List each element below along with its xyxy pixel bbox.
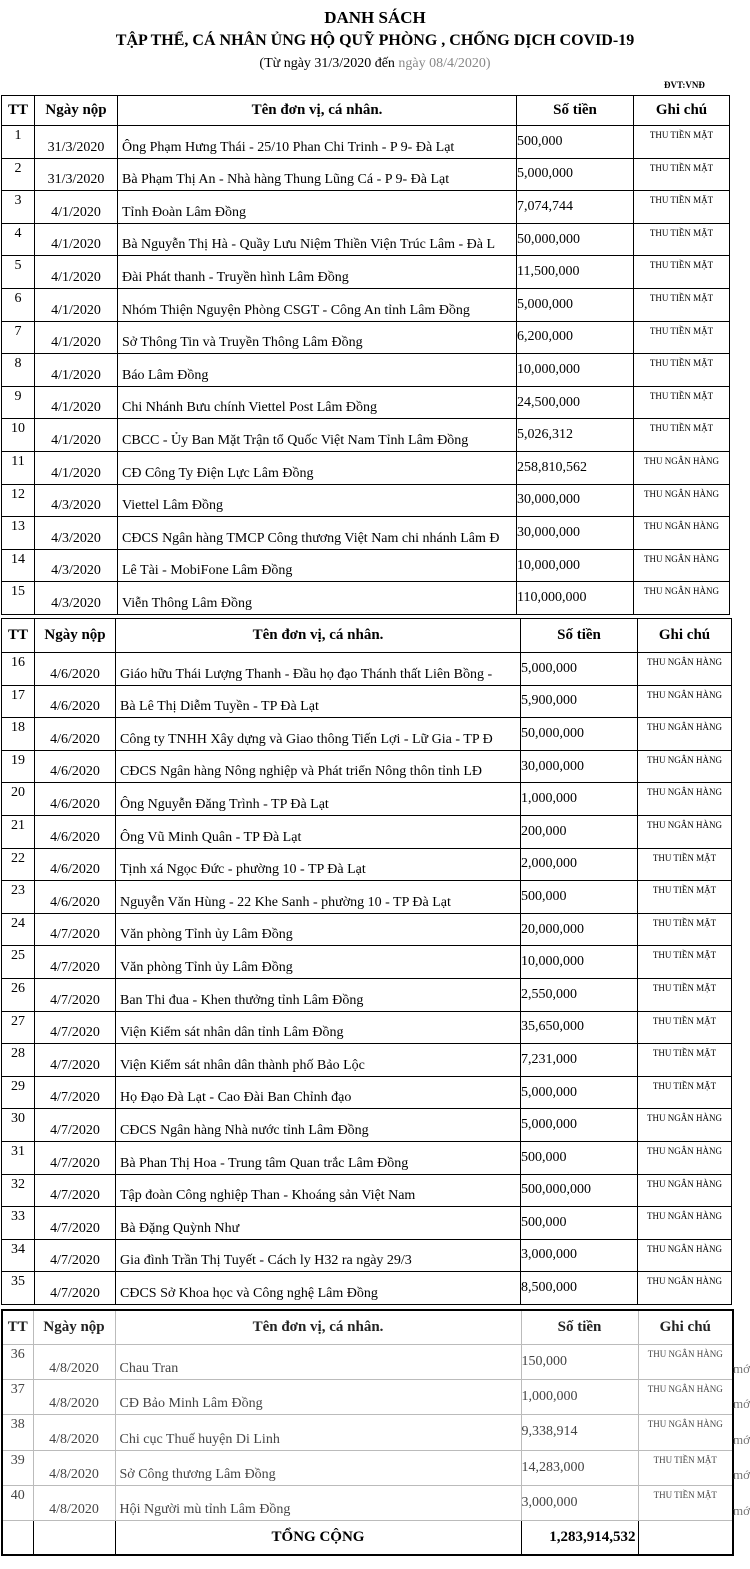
donor-name: Gia đình Trần Thị Tuyết - Cách ly H32 ra ngày 29/3	[116, 1239, 521, 1272]
donor-name: Ông Vũ Minh Quân - TP Đà Lạt	[116, 815, 521, 848]
payment-date: 4/7/2020	[35, 1109, 116, 1142]
donor-name: Viettel Lâm Đồng	[118, 484, 517, 517]
amount: 7,231,000	[521, 1044, 638, 1077]
payment-note: THU NGÂN HÀNG	[634, 549, 730, 582]
payment-date: 4/7/2020	[35, 1141, 116, 1174]
table-row	[2, 1141, 732, 1174]
amount: 500,000	[521, 1141, 638, 1174]
payment-date: 4/8/2020	[33, 1415, 115, 1450]
table-row	[2, 484, 730, 517]
table-row	[2, 848, 732, 881]
table-row	[2, 1076, 732, 1109]
row-number: 12	[2, 484, 35, 517]
amount: 20,000,000	[521, 913, 638, 946]
amount: 50,000,000	[517, 223, 634, 256]
table-row	[2, 1344, 733, 1379]
payment-date: 4/1/2020	[35, 354, 118, 387]
payment-date: 4/6/2020	[35, 685, 116, 718]
donor-name: CĐ Bảo Minh Lâm Đồng	[115, 1379, 521, 1414]
payment-note: THU NGÂN HÀNG	[634, 517, 730, 550]
col-header-date: Ngày nộp	[35, 96, 118, 126]
side-fragment: mớ	[733, 1431, 750, 1447]
donor-name: Bà Đặng Quỳnh Như	[116, 1207, 521, 1240]
payment-date: 4/1/2020	[35, 321, 118, 354]
table-row	[2, 881, 732, 914]
donor-name: Chi cục Thuế huyện Di Linh	[115, 1415, 521, 1450]
row-number: 26	[2, 978, 35, 1011]
payment-note: THU NGÂN HÀNG	[634, 484, 730, 517]
col-header-tt: TT	[2, 96, 35, 126]
payment-date: 4/8/2020	[33, 1379, 115, 1414]
row-number: 21	[2, 815, 35, 848]
row-number: 29	[2, 1076, 35, 1109]
row-number: 31	[2, 1141, 35, 1174]
row-number: 15	[2, 582, 35, 615]
payment-note: THU NGÂN HÀNG	[634, 582, 730, 615]
donor-name: Văn phòng Tỉnh ủy Lâm Đồng	[116, 913, 521, 946]
table-row	[2, 1272, 732, 1305]
payment-note: THU TIỀN MẶT	[634, 191, 730, 224]
col-header-note: Ghi chú	[638, 619, 732, 653]
row-number: 14	[2, 549, 35, 582]
donor-name: Tịnh xá Ngọc Đức - phường 10 - TP Đà Lạt	[116, 848, 521, 881]
amount: 30,000,000	[521, 750, 638, 783]
payment-note: THU TIỀN MẶT	[638, 1044, 732, 1077]
table-row	[2, 1174, 732, 1207]
payment-date: 4/3/2020	[35, 549, 118, 582]
payment-date: 4/8/2020	[33, 1344, 115, 1379]
payment-date: 4/1/2020	[35, 256, 118, 289]
payment-note: THU TIỀN MẶT	[634, 256, 730, 289]
donor-name: Văn phòng Tỉnh ủy Lâm Đồng	[116, 946, 521, 979]
donor-name: Hội Người mù tỉnh Lâm Đồng	[115, 1486, 521, 1521]
payment-note: THU TIỀN MẶT	[634, 223, 730, 256]
amount: 30,000,000	[517, 517, 634, 550]
payment-date: 4/7/2020	[35, 1044, 116, 1077]
row-number: 17	[2, 685, 35, 718]
table-row	[2, 1109, 732, 1142]
row-number: 35	[2, 1272, 35, 1305]
table-body	[2, 1344, 733, 1521]
payment-note: THU NGÂN HÀNG	[638, 1109, 732, 1142]
payment-date: 4/1/2020	[35, 288, 118, 321]
payment-note: THU TIỀN MẶT	[638, 881, 732, 914]
amount: 3,000,000	[521, 1239, 638, 1272]
table-row	[2, 750, 732, 783]
payment-date: 4/1/2020	[35, 419, 118, 452]
col-header-date: Ngày nộp	[35, 619, 116, 653]
row-number: 33	[2, 1207, 35, 1240]
row-number: 39	[2, 1450, 33, 1485]
amount: 24,500,000	[517, 386, 634, 419]
payment-note: THU TIỀN MẶT	[634, 321, 730, 354]
donor-name: Nguyễn Văn Hùng - 22 Khe Sanh - phường 10 - TP Đà Lạt	[116, 881, 521, 914]
payment-note: THU TIỀN MẶT	[634, 288, 730, 321]
amount: 500,000	[517, 126, 634, 159]
col-header-note: Ghi chú	[634, 96, 730, 126]
row-number: 36	[2, 1344, 33, 1379]
table-row	[2, 582, 730, 615]
document-subtitle: TẬP THỂ, CÁ NHÂN ỦNG HỘ QUỸ PHÒNG , CHỐNG DỊCH COVID-19	[115, 32, 635, 49]
amount: 2,550,000	[521, 978, 638, 1011]
payment-note: THU NGÂN HÀNG	[638, 1415, 733, 1450]
amount: 8,500,000	[521, 1272, 638, 1305]
payment-note: THU NGÂN HÀNG	[634, 451, 730, 484]
date-range-highlight: ngày 08/4/2020)	[398, 56, 491, 71]
payment-date: 4/3/2020	[35, 582, 118, 615]
side-fragment: mớ	[733, 1396, 750, 1412]
amount: 1,000,000	[521, 783, 638, 816]
row-number: 38	[2, 1415, 33, 1450]
payment-note: THU TIỀN MẶT	[634, 354, 730, 387]
amount: 5,000,000	[517, 288, 634, 321]
row-number: 9	[2, 386, 35, 419]
donor-name: Báo Lâm Đồng	[118, 354, 517, 387]
amount: 500,000	[521, 881, 638, 914]
donor-name: Công ty TNHH Xây dựng và Giao thông Tiến Lợi - Lữ Gia - TP Đ	[116, 718, 521, 751]
amount: 11,500,000	[517, 256, 634, 289]
amount: 35,650,000	[521, 1011, 638, 1044]
side-fragment: mớ	[733, 1361, 750, 1376]
payment-note: THU TIỀN MẶT	[638, 913, 732, 946]
amount: 1,000,000	[521, 1379, 638, 1414]
payment-date: 31/3/2020	[35, 158, 118, 191]
table-row	[2, 1379, 733, 1414]
payment-date: 4/8/2020	[33, 1450, 115, 1485]
table-body	[2, 653, 732, 1305]
table-body	[2, 126, 730, 615]
row-number: 23	[2, 881, 35, 914]
row-number: 7	[2, 321, 35, 354]
amount: 500,000	[521, 1207, 638, 1240]
unit-label: ĐVT:VNĐ	[664, 80, 705, 90]
amount: 10,000,000	[517, 549, 634, 582]
table-row	[2, 1486, 733, 1521]
amount: 5,000,000	[521, 1076, 638, 1109]
date-range	[0, 56, 750, 72]
donor-name: Bà Phan Thị Hoa - Trung tâm Quan trắc Lâm Đồng	[116, 1141, 521, 1174]
table-row	[2, 386, 730, 419]
donor-name: Lê Tài - MobiFone Lâm Đồng	[118, 549, 517, 582]
row-number: 6	[2, 288, 35, 321]
row-number: 4	[2, 223, 35, 256]
payment-note: THU NGÂN HÀNG	[638, 815, 732, 848]
payment-date: 4/8/2020	[33, 1486, 115, 1521]
payment-date: 4/6/2020	[35, 653, 116, 686]
side-fragment: mớ	[733, 1502, 750, 1518]
table-row	[2, 1207, 732, 1240]
document-title: DANH SÁCH	[324, 8, 426, 27]
payment-note: THU TIỀN MẶT	[638, 848, 732, 881]
row-number: 19	[2, 750, 35, 783]
row-number: 1	[2, 126, 35, 159]
col-header-name: Tên đơn vị, cá nhân.	[116, 619, 521, 653]
col-header-note: Ghi chú	[638, 1310, 733, 1344]
payment-note: THU TIỀN MẶT	[638, 1486, 733, 1521]
row-number: 25	[2, 946, 35, 979]
payment-note: THU TIỀN MẶT	[638, 1450, 733, 1485]
amount: 6,200,000	[517, 321, 634, 354]
row-number: 3	[2, 191, 35, 224]
donor-name: Bà Nguyễn Thị Hà - Quầy Lưu Niệm Thiền Viện Trúc Lâm - Đà L	[118, 223, 517, 256]
payment-note: THU NGÂN HÀNG	[638, 1174, 732, 1207]
payment-note: THU NGÂN HÀNG	[638, 1379, 733, 1414]
row-number: 11	[2, 451, 35, 484]
row-number: 24	[2, 913, 35, 946]
table-row	[2, 321, 730, 354]
payment-date: 4/7/2020	[35, 1174, 116, 1207]
payment-date: 4/6/2020	[35, 718, 116, 751]
row-number: 22	[2, 848, 35, 881]
payment-note: THU TIỀN MẶT	[634, 386, 730, 419]
side-fragment: mớ	[733, 1467, 750, 1483]
col-header-name: Tên đơn vị, cá nhân.	[115, 1310, 521, 1344]
payment-note: THU TIỀN MẶT	[634, 158, 730, 191]
amount: 110,000,000	[517, 582, 634, 615]
col-header-date: Ngày nộp	[33, 1310, 115, 1344]
payment-note: THU NGÂN HÀNG	[638, 1344, 733, 1379]
donor-name: Bà Lê Thị Diễm Tuyền - TP Đà Lạt	[116, 685, 521, 718]
payment-date: 4/6/2020	[35, 881, 116, 914]
donor-name: Giáo hữu Thái Lượng Thanh - Đầu họ đạo Thánh thất Liên Bồng -	[116, 653, 521, 686]
table-row	[2, 946, 732, 979]
total-label: TỔNG CỘNG	[115, 1521, 521, 1555]
donor-name: CĐCS Ngân hàng TMCP Công thương Việt Nam chi nhánh Lâm Đ	[118, 517, 517, 550]
amount: 10,000,000	[521, 946, 638, 979]
col-header-tt: TT	[2, 1310, 33, 1344]
table-row	[2, 913, 732, 946]
table-row	[2, 1450, 733, 1485]
table-row	[2, 223, 730, 256]
row-number: 18	[2, 718, 35, 751]
amount: 150,000	[521, 1344, 638, 1379]
donor-name: Chau Tran	[115, 1344, 521, 1379]
table-row	[2, 653, 732, 686]
payment-date: 4/1/2020	[35, 386, 118, 419]
amount: 258,810,562	[517, 451, 634, 484]
payment-date: 4/1/2020	[35, 223, 118, 256]
payment-date: 4/6/2020	[35, 848, 116, 881]
table-row	[2, 158, 730, 191]
payment-date: 4/1/2020	[35, 191, 118, 224]
row-number: 30	[2, 1109, 35, 1142]
donation-table-1	[1, 95, 730, 615]
table-row	[2, 978, 732, 1011]
row-number: 5	[2, 256, 35, 289]
payment-note: THU NGÂN HÀNG	[638, 1272, 732, 1305]
amount: 30,000,000	[517, 484, 634, 517]
row-number: 13	[2, 517, 35, 550]
payment-note: THU TIỀN MẶT	[634, 126, 730, 159]
donor-name: Viện Kiểm sát nhân dân tỉnh Lâm Đồng	[116, 1011, 521, 1044]
amount: 14,283,000	[521, 1450, 638, 1485]
payment-note: THU NGÂN HÀNG	[638, 653, 732, 686]
amount: 7,074,744	[517, 191, 634, 224]
col-header-tt: TT	[2, 619, 35, 653]
amount: 3,000,000	[521, 1486, 638, 1521]
row-number: 10	[2, 419, 35, 452]
payment-date: 4/6/2020	[35, 815, 116, 848]
payment-note: THU TIỀN MẶT	[638, 978, 732, 1011]
payment-date: 4/7/2020	[35, 913, 116, 946]
payment-date: 4/7/2020	[35, 1272, 116, 1305]
table-row	[2, 354, 730, 387]
row-number: 27	[2, 1011, 35, 1044]
table-row	[2, 191, 730, 224]
donor-name: Sở Công thương Lâm Đồng	[115, 1450, 521, 1485]
row-number: 8	[2, 354, 35, 387]
payment-note: THU NGÂN HÀNG	[638, 1141, 732, 1174]
donor-name: CĐCS Ngân hàng Nhà nước tỉnh Lâm Đồng	[116, 1109, 521, 1142]
donor-name: Ban Thi đua - Khen thưởng tỉnh Lâm Đồng	[116, 978, 521, 1011]
row-number: 37	[2, 1379, 33, 1414]
payment-date: 4/7/2020	[35, 1239, 116, 1272]
amount: 2,000,000	[521, 848, 638, 881]
payment-date: 4/3/2020	[35, 517, 118, 550]
donor-name: Tỉnh Đoàn Lâm Đồng	[118, 191, 517, 224]
donor-name: Nhóm Thiện Nguyện Phòng CSGT - Công An tỉnh Lâm Đồng	[118, 288, 517, 321]
payment-note: THU NGÂN HÀNG	[638, 718, 732, 751]
donor-name: Họ Đạo Đà Lạt - Cao Đài Ban Chỉnh đạo	[116, 1076, 521, 1109]
table-row	[2, 1011, 732, 1044]
payment-date: 4/6/2020	[35, 750, 116, 783]
donor-name: CĐCS Sở Khoa học và Công nghệ Lâm Đồng	[116, 1272, 521, 1305]
row-number: 16	[2, 653, 35, 686]
payment-note: THU NGÂN HÀNG	[638, 1239, 732, 1272]
payment-date: 4/7/2020	[35, 946, 116, 979]
donor-name: Bà Phạm Thị An - Nhà hàng Thung Lũng Cá - P 9- Đà Lạt	[118, 158, 517, 191]
table-row	[2, 783, 732, 816]
payment-note: THU TIỀN MẶT	[638, 1011, 732, 1044]
donor-name: Viện Kiểm sát nhân dân thành phố Bảo Lộc	[116, 1044, 521, 1077]
table-row	[2, 1239, 732, 1272]
amount: 5,000,000	[521, 653, 638, 686]
donor-name: CĐCS Ngân hàng Nông nghiệp và Phát triển Nông thôn tỉnh LĐ	[116, 750, 521, 783]
amount: 5,000,000	[521, 1109, 638, 1142]
donor-name: CBCC - Ủy Ban Mặt Trận tổ Quốc Việt Nam Tỉnh Lâm Đồng	[118, 419, 517, 452]
table-row	[2, 718, 732, 751]
row-number: 34	[2, 1239, 35, 1272]
row-number: 2	[2, 158, 35, 191]
payment-date: 4/7/2020	[35, 1076, 116, 1109]
payment-note: THU NGÂN HÀNG	[638, 750, 732, 783]
donation-table-3	[1, 1309, 734, 1556]
donor-name: CĐ Công Ty Điện Lực Lâm Đồng	[118, 451, 517, 484]
table-row	[2, 1415, 733, 1450]
table-row	[2, 451, 730, 484]
table-row	[2, 549, 730, 582]
donor-name: Đài Phát thanh - Truyền hình Lâm Đồng	[118, 256, 517, 289]
amount: 500,000,000	[521, 1174, 638, 1207]
donor-name: Viễn Thông Lâm Đồng	[118, 582, 517, 615]
donor-name: Tập đoàn Công nghiệp Than - Khoáng sản Việt Nam	[116, 1174, 521, 1207]
total-row	[2, 1521, 733, 1555]
table-row	[2, 126, 730, 159]
payment-date: 4/7/2020	[35, 978, 116, 1011]
amount: 9,338,914	[521, 1415, 638, 1450]
table-row	[2, 419, 730, 452]
col-header-amount: Số tiền	[521, 1310, 638, 1344]
payment-note: THU NGÂN HÀNG	[638, 1207, 732, 1240]
col-header-amount: Số tiền	[517, 96, 634, 126]
row-number: 20	[2, 783, 35, 816]
donor-name: Sở Thông Tin và Truyền Thông Lâm Đồng	[118, 321, 517, 354]
table-row	[2, 288, 730, 321]
row-number: 32	[2, 1174, 35, 1207]
date-range-prefix: (Từ ngày 31/3/2020 đến	[259, 56, 399, 71]
amount: 5,000,000	[517, 158, 634, 191]
donation-table-2	[1, 618, 732, 1305]
table-row	[2, 815, 732, 848]
amount: 10,000,000	[517, 354, 634, 387]
payment-note: THU NGÂN HÀNG	[638, 685, 732, 718]
total-amount: 1,283,914,532	[521, 1521, 638, 1555]
payment-date: 4/6/2020	[35, 783, 116, 816]
col-header-name: Tên đơn vị, cá nhân.	[118, 96, 517, 126]
donor-name: Chi Nhánh Bưu chính Viettel Post Lâm Đồng	[118, 386, 517, 419]
payment-date: 31/3/2020	[35, 126, 118, 159]
payment-date: 4/7/2020	[35, 1207, 116, 1240]
payment-date: 4/3/2020	[35, 484, 118, 517]
payment-note: THU NGÂN HÀNG	[638, 783, 732, 816]
payment-note: THU TIỀN MẶT	[638, 1076, 732, 1109]
amount: 50,000,000	[521, 718, 638, 751]
table-row	[2, 517, 730, 550]
table-row	[2, 256, 730, 289]
payment-note: THU TIỀN MẶT	[638, 946, 732, 979]
row-number: 28	[2, 1044, 35, 1077]
table-row	[2, 1044, 732, 1077]
amount: 5,900,000	[521, 685, 638, 718]
amount: 5,026,312	[517, 419, 634, 452]
donor-name: Ông Phạm Hưng Thái - 25/10 Phan Chi Trinh - P 9- Đà Lạt	[118, 126, 517, 159]
table-row	[2, 685, 732, 718]
payment-note: THU TIỀN MẶT	[634, 419, 730, 452]
col-header-amount: Số tiền	[521, 619, 638, 653]
amount: 200,000	[521, 815, 638, 848]
payment-date: 4/1/2020	[35, 451, 118, 484]
donor-name: Ông Nguyễn Đăng Trình - TP Đà Lạt	[116, 783, 521, 816]
payment-date: 4/7/2020	[35, 1011, 116, 1044]
row-number: 40	[2, 1486, 33, 1521]
